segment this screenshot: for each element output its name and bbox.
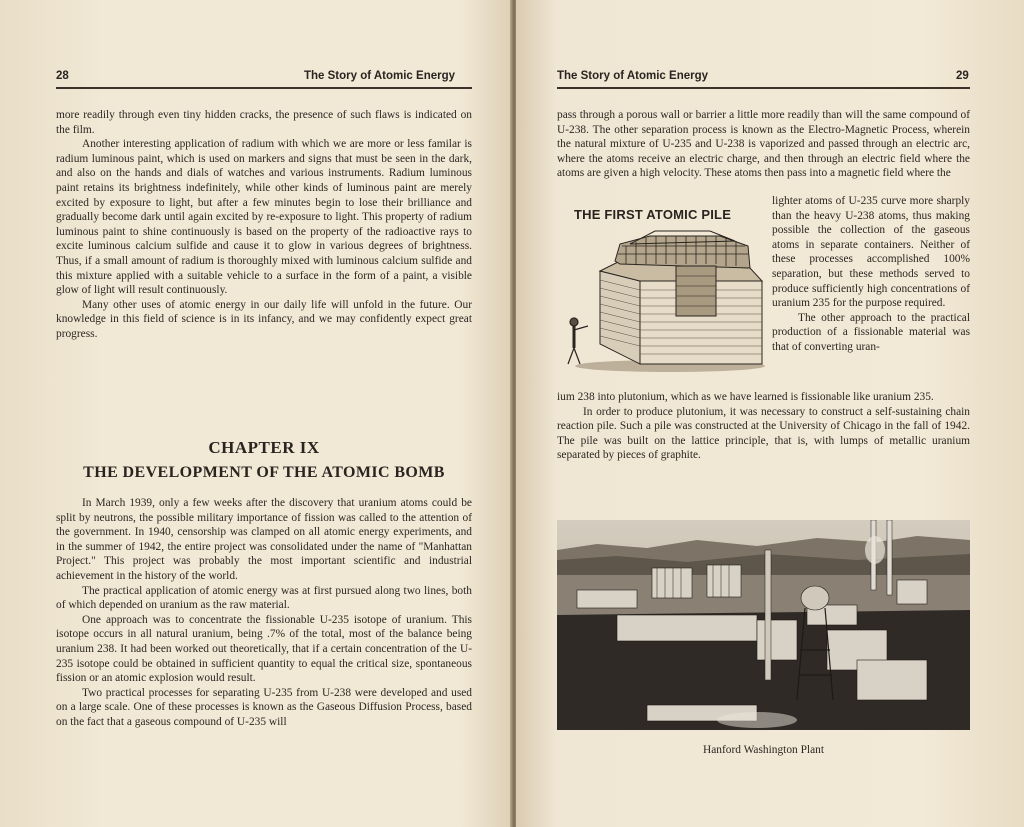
left-header-rule <box>56 87 472 89</box>
left-paragraph-3: Many other uses of atomic energy in our daily life will unfold in the future. Our knowledge in this field of science is in its infancy, and we may confidently expect great progress. <box>56 298 472 340</box>
left-paragraph-2: Another interesting application of radium with which we are more or less familar is radium luminous paint, which is used on markers and signs that must be seen in the dark, and also on the hands and dials of watches and various instruments. Radium luminous paint retains its brightness indefinitely, while other kinds of luminous paint are merely excited by exposure to light, but after a few minutes begin to lose their brilliance and gradually become dark until again excited by re-exposure to light. This property of radium luminous paint to shine continuously is based on the property of the radioactive rays to excite luminous calcium sulfide and cause it to glow in various degrees of brightness. Thus, if a small amount of radium is thoroughly mixed with luminous calcium sulfide and this mixture applied with a suitable vehicle to a surface in the form of a paint, a visible glow of light will result continuously. <box>56 138 472 297</box>
figure-wrap-text <box>772 194 970 355</box>
left-paragraph-1: more readily through even tiny hidden cracks, the presence of such flaws is indicated on the film. <box>56 109 472 136</box>
photo-caption: Hanford Washington Plant <box>703 744 824 756</box>
atomic-pile-illustration <box>560 226 768 376</box>
left-lower-text <box>56 496 472 730</box>
wrap-paragraph-2: The other approach to the practical production of a fissionable material was that of converting uran- <box>772 311 970 353</box>
right-header-rule <box>557 87 970 89</box>
left-page-number: 28 <box>56 70 69 82</box>
wrap-paragraph-1: lighter atoms of U-235 curve more sharply than the heavy U-238 atoms, thus making possible the collection of the gaseous atoms in separate containers. Neither of these processes accomplished 100% separation, but these methods served to produce sufficiently high concentrations of uranium 235 for the purpose required. <box>772 195 970 310</box>
left-paragraph-6: One approach was to concentrate the fissionable U-235 isotope of uranium. This isotope occurs in all natural uranium, being .7% of the total, most of the balance being uranium 238. It had been worked out theoretically, that if a certain concentration of the U-235 isotope could be obtained in sufficient quantity to equal the critical size, spontaneous fission or an atomic explosion would result. <box>56 613 472 685</box>
right-paragraph-2: ium 238 into plutonium, which as we have learned is fissionable like uranium 235. <box>557 391 934 403</box>
right-page-number: 29 <box>956 70 969 82</box>
left-paragraph-4: In March 1939, only a few weeks after the discovery that uranium atoms could be split by neutrons, the possible military importance of fission was called to the attention of the government. In 1940, censorship was clamped on all atomic energy experiments, and in the summer of 1942, the entire project was consolidated under the name of "Manhattan Project." This project was probably the most important scientific and industrial achievement in the history of the world. <box>56 497 472 582</box>
right-paragraph-3: In order to produce plutonium, it was necessary to construct a self-sustaining chain reaction pile. Such a pile was constructed at the University of Chicago in the fall of 1942. The pile was built on the lattice principle, that is, with lumps of metallic uranium separated by pieces of graphite. <box>557 405 970 462</box>
right-running-head: The Story of Atomic Energy <box>557 70 709 82</box>
left-running-head: The Story of Atomic Energy <box>304 70 456 82</box>
right-paragraph-1: pass through a porous wall or barrier a little more readily than will the same compound of U-238. The other separation process is known as the Electro-Magnetic Process, wherein the natural mixture of U-235 and U-238 is vaporized and passed through an electric arc, where the atoms receive an electric charge, and then through an electric field where the atoms are given a high velocity. These atoms then pass into a magnetic field where the <box>557 109 970 180</box>
left-paragraph-5: The practical application of atomic energy was at first pursued along two lines, both of which depended on uranium as the raw material. <box>56 584 472 612</box>
left-upper-text <box>56 108 472 342</box>
chapter-title: THE DEVELOPMENT OF THE ATOMIC BOMB <box>83 464 445 481</box>
right-lower-text <box>557 390 970 463</box>
figure-title: THE FIRST ATOMIC PILE <box>574 207 732 222</box>
hanford-plant-photo <box>557 520 970 730</box>
chapter-number: CHAPTER IX <box>208 438 320 457</box>
left-paragraph-7: Two practical processes for separating U-235 from U-238 were developed and used on a large scale. One of these processes is known as the Gaseous Diffusion Process, based on the fact that a gaseous compound of U-235 will <box>56 686 472 728</box>
